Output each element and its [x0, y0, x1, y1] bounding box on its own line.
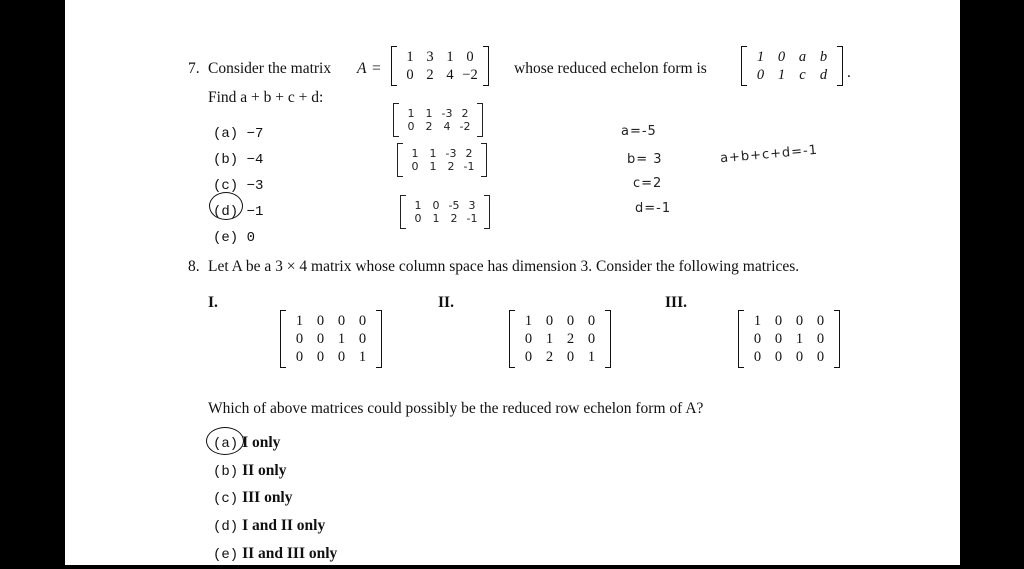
- matrix-ii-entry: 0: [587, 331, 596, 347]
- document-page: [65, 0, 960, 565]
- matrix-a-entry: 1: [406, 49, 414, 65]
- matrix-iii-entry: 0: [753, 349, 762, 365]
- q8-option-c[interactable]: (c) III only: [213, 489, 293, 508]
- hand-matrix-3: [400, 195, 490, 229]
- q8-question: Which of above matrices could possibly be the reduced row echelon form of A?: [208, 400, 704, 417]
- matrix-a-entry: 4: [446, 67, 454, 83]
- hand-matrix-1-entry: 2: [461, 107, 469, 120]
- matrix-iii-entry: 0: [795, 313, 804, 329]
- hand-matrix-1-entry: -3: [441, 107, 453, 120]
- hand-sum: a+b+c+d=-1: [719, 142, 819, 167]
- q7-var-a: A: [357, 60, 367, 77]
- q8-label-ii: II.: [438, 294, 454, 311]
- rref-entry: b: [819, 49, 828, 65]
- q8-label-iii: III.: [665, 294, 687, 311]
- matrix-i-entry: 0: [295, 349, 304, 365]
- hand-matrix-1-entry: 1: [407, 107, 415, 120]
- hand-matrix-3-entry: -1: [466, 212, 478, 225]
- q8-option-e[interactable]: (e) II and III only: [213, 544, 338, 563]
- hand-d-value: d=-1: [635, 201, 672, 216]
- hand-matrix-3-entry: 0: [432, 199, 440, 212]
- hand-matrix-2-entry: -3: [445, 147, 457, 160]
- matrix-ii-entry: 0: [524, 349, 533, 365]
- hand-matrix-3-entry: 1: [414, 199, 422, 212]
- matrix-i-entry: 0: [337, 349, 346, 365]
- matrix-ii-entry: 1: [545, 331, 554, 347]
- hand-matrix-3-entry: 3: [468, 199, 476, 212]
- matrix-ii-entry: 0: [587, 313, 596, 329]
- rref-entry: 1: [756, 49, 765, 65]
- hand-a-value: a=-5: [621, 124, 657, 139]
- q7-option-d[interactable]: (d) −1: [213, 204, 264, 220]
- q7-option-c[interactable]: (c) −3: [213, 178, 264, 194]
- hand-matrix-2-entry: 2: [465, 147, 473, 160]
- rref-entry: 0: [756, 67, 765, 83]
- matrix-i-entry: 0: [316, 313, 325, 329]
- hand-matrix-3-entry: 1: [432, 212, 440, 225]
- q8-option-a[interactable]: (a) I only: [213, 434, 281, 452]
- hand-matrix-3-entry: 0: [414, 212, 422, 225]
- rref-entry: c: [799, 67, 806, 83]
- matrix-a-entry: −2: [462, 67, 478, 83]
- matrix-i-entry: 1: [358, 349, 367, 365]
- q8-label-i: I.: [208, 294, 218, 311]
- matrix-i-entry: 1: [295, 313, 304, 329]
- rref-entry: 1: [777, 67, 786, 83]
- matrix-iii-entry: 0: [774, 331, 783, 347]
- hand-matrix-1-entry: 2: [425, 120, 433, 133]
- q8-number: 8.: [188, 258, 200, 275]
- q8-answer-circle: [206, 427, 244, 455]
- matrix-ii-entry: 1: [524, 313, 533, 329]
- q7-middle-text: whose reduced echelon form is: [514, 60, 707, 77]
- matrix-a: [391, 46, 489, 86]
- rref-entry: a: [798, 49, 807, 65]
- hand-matrix-2-entry: 1: [411, 147, 419, 160]
- hand-matrix-2: [397, 143, 487, 177]
- matrix-ii: [509, 310, 611, 368]
- hand-c-value: c=2: [633, 176, 663, 191]
- matrix-ii-entry: 1: [587, 349, 596, 365]
- q7-number: 7.: [188, 60, 200, 77]
- matrix-ii-entry: 0: [545, 313, 554, 329]
- hand-matrix-1-entry: 0: [407, 120, 415, 133]
- rref-matrix: [741, 46, 843, 86]
- hand-matrix-1-entry: 1: [425, 107, 433, 120]
- q7-intro: Consider the matrix: [208, 60, 332, 77]
- q8-option-b[interactable]: (b) II only: [213, 461, 287, 480]
- matrix-ii-entry: 0: [566, 349, 575, 365]
- matrix-ii-entry: 2: [566, 331, 575, 347]
- hand-matrix-1-entry: 4: [443, 120, 451, 133]
- matrix-i-entry: 0: [358, 331, 367, 347]
- q8-text: Let A be a 3 × 4 matrix whose column space has dimension 3. Consider the following matrices.: [208, 258, 800, 275]
- hand-matrix-3-entry: 2: [450, 212, 458, 225]
- matrix-iii-entry: 0: [816, 349, 825, 365]
- matrix-ii-entry: 0: [524, 331, 533, 347]
- matrix-i-entry: 0: [337, 313, 346, 329]
- matrix-i-entry: 0: [295, 331, 304, 347]
- rref-entry: 0: [777, 49, 786, 65]
- matrix-iii-entry: 0: [816, 331, 825, 347]
- q7-option-b[interactable]: (b) −4: [213, 152, 264, 168]
- matrix-ii-entry: 2: [545, 349, 554, 365]
- q7-find: Find a + b + c + d:: [208, 89, 324, 106]
- hand-matrix-2-entry: 0: [411, 160, 419, 173]
- hand-matrix-1: [393, 103, 483, 137]
- matrix-i-entry: 1: [337, 331, 346, 347]
- hand-matrix-3-entry: -5: [448, 199, 460, 212]
- hand-matrix-2-entry: -1: [463, 160, 475, 173]
- matrix-iii-entry: 0: [795, 349, 804, 365]
- matrix-iii-entry: 0: [753, 331, 762, 347]
- q7-option-e[interactable]: (e) 0: [213, 230, 256, 246]
- matrix-i-entry: 0: [316, 331, 325, 347]
- matrix-a-entry: 3: [426, 49, 434, 65]
- matrix-i-entry: 0: [358, 313, 367, 329]
- hand-matrix-2-entry: 2: [447, 160, 455, 173]
- matrix-iii-entry: 0: [774, 313, 783, 329]
- q7-equals: =: [372, 60, 381, 77]
- rref-entry: d: [819, 67, 828, 83]
- matrix-a-entry: 0: [466, 49, 474, 65]
- hand-b-value: b= 3: [627, 152, 663, 167]
- matrix-i: [280, 310, 382, 368]
- q7-options: [213, 121, 263, 251]
- q8-option-d[interactable]: (d) I and II only: [213, 517, 326, 536]
- matrix-a-entry: 2: [426, 67, 434, 83]
- hand-matrix-2-entry: 1: [429, 147, 437, 160]
- q7-answer-circle: [209, 192, 243, 220]
- matrix-a-entry: 1: [446, 49, 454, 65]
- q7-option-a[interactable]: (a) −7: [213, 126, 264, 142]
- matrix-iii-entry: 0: [816, 313, 825, 329]
- matrix-ii-entry: 0: [566, 313, 575, 329]
- q7-period: .: [847, 64, 851, 81]
- matrix-iii-entry: 0: [774, 349, 783, 365]
- hand-matrix-2-entry: 1: [429, 160, 437, 173]
- matrix-iii-entry: 1: [795, 331, 804, 347]
- matrix-a-entry: 0: [406, 67, 414, 83]
- matrix-iii-entry: 1: [753, 313, 762, 329]
- hand-matrix-1-entry: -2: [459, 120, 471, 133]
- matrix-iii: [738, 310, 840, 368]
- matrix-i-entry: 0: [316, 349, 325, 365]
